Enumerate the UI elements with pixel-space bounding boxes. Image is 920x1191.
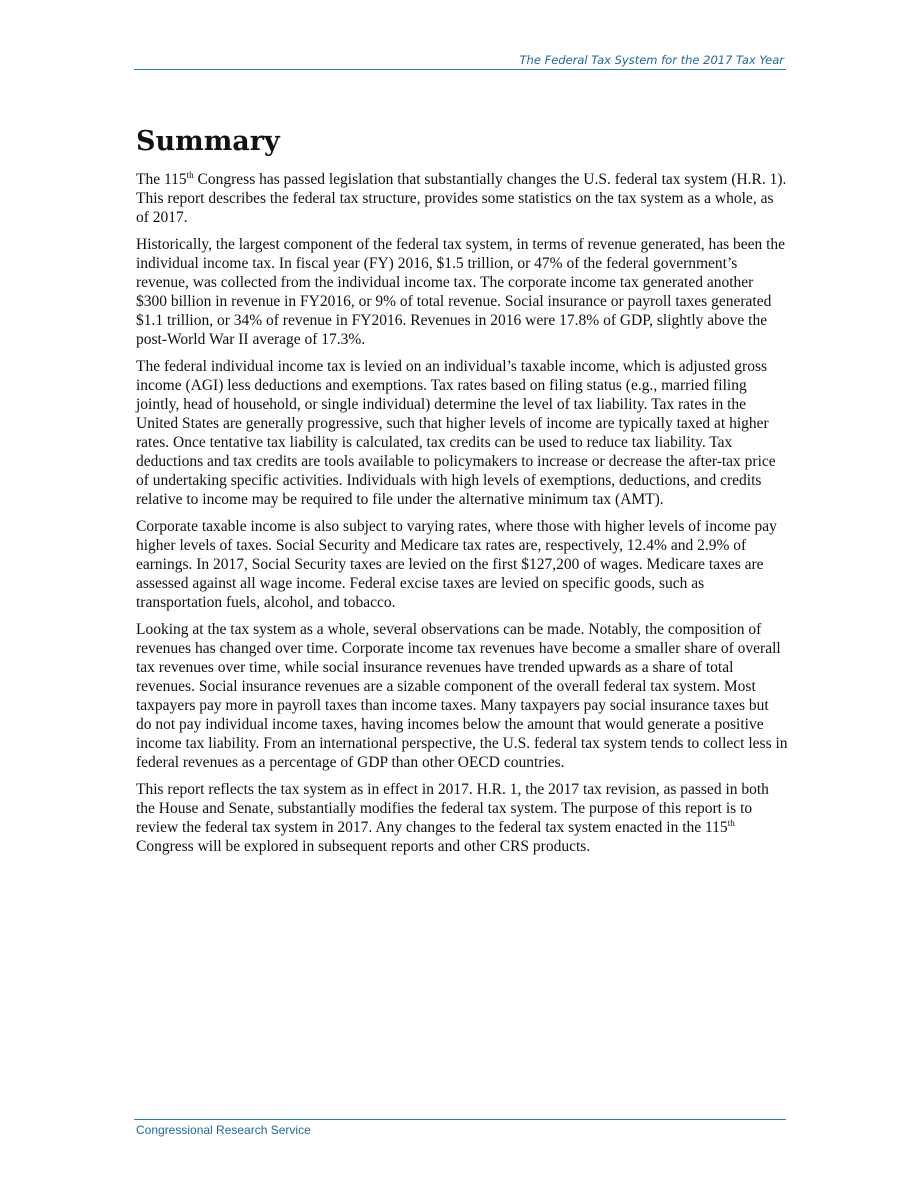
page-header <box>134 52 786 70</box>
paragraph-intro-text-b: Congress has passed legislation that substantially changes the U.S. federal tax system (H.R. 1). This report describes the federal tax structure, provides some statistics on the tax system as a whole, as of 2017. <box>136 171 787 226</box>
paragraph-scope-text-b: Congress will be explored in subsequent reports and other CRS products. <box>136 838 591 855</box>
paragraph-corporate-payroll-excise: Corporate taxable income is also subject to varying rates, where those with higher levels of income pay higher levels of taxes. Social Security and Medicare tax rates are, respectively, 12.4% and 2.9% of earnings. In 2017, Social Security taxes are levied on the first $127,200 of wages. Medicare taxes are assessed against all wage income. Federal excise taxes are levied on specific goods, such as transportation fuels, alcohol, and tobacco. <box>136 518 777 611</box>
paragraph-intro-text-a: The 115 <box>136 171 187 188</box>
paragraph-individual-income-tax: The federal individual income tax is levied on an individual’s taxable income, which is adjusted gross income (AGI) less deductions and exemptions. Tax rates based on filing status (e.g., married filing jointly, head of household, or single individual) determine the level of tax liability. Tax rates in the United States are generally progressive, such that higher levels of income are typically taxed at higher rates. Once tentative tax liability is calculated, tax credits can be used to reduce tax liability. Tax deductions and tax credits are tools available to policymakers to increase or decrease the after-tax price of undertaking specific activities. Individuals with high levels of exemptions, deductions, and credits relative to income may be required to file under the alternative minimum tax (AMT). <box>136 358 776 508</box>
paragraph-scope-text-a: This report reflects the tax system as in effect in 2017. H.R. 1, the 2017 tax revision, as passed in both the House and Senate, substantially modifies the federal tax system. The purpose of this report is to review the federal tax system in 2017. Any changes to the federal tax system enacted in the 115 <box>136 781 769 836</box>
page-footer <box>134 1119 786 1137</box>
section-heading: Summary <box>136 126 280 157</box>
paragraph-revenue-components: Historically, the largest component of the federal tax system, in terms of revenue generated, has been the individual income tax. In fiscal year (FY) 2016, $1.5 trillion, or 47% of the federal government’s revenue, was collected from the individual income tax. The corporate income tax generated another $300 billion in revenue in FY2016, or 9% of total revenue. Social insurance or payroll taxes generated $1.1 trillion, or 34% of revenue in FY2016. Revenues in 2016 were 17.8% of GDP, slightly above the post-World War II average of 17.3%. <box>136 236 786 348</box>
paragraph-scope <box>136 780 788 856</box>
running-header-title: The Federal Tax System for the 2017 Tax Year <box>519 53 784 67</box>
ordinal-superscript: th <box>727 817 735 828</box>
paragraph-intro <box>136 170 788 227</box>
footer-publisher: Congressional Research Service <box>136 1123 311 1137</box>
summary-section <box>136 122 788 864</box>
ordinal-superscript: th <box>186 169 194 180</box>
paragraph-observations: Looking at the tax system as a whole, several observations can be made. Notably, the composition of revenues has changed over time. Corporate income tax revenues have become a smaller share of overall tax revenues over time, while social insurance revenues have trended upwards as a share of total revenues. Social insurance revenues are a sizable component of the overall federal tax system. Most taxpayers pay more in payroll taxes than income taxes. Many taxpayers pay social insurance taxes but do not pay individual income taxes, having incomes below the amount that would generate a positive income tax liability. From an international perspective, the U.S. federal tax system tends to collect less in federal revenues as a percentage of GDP than other OECD countries. <box>136 621 788 771</box>
